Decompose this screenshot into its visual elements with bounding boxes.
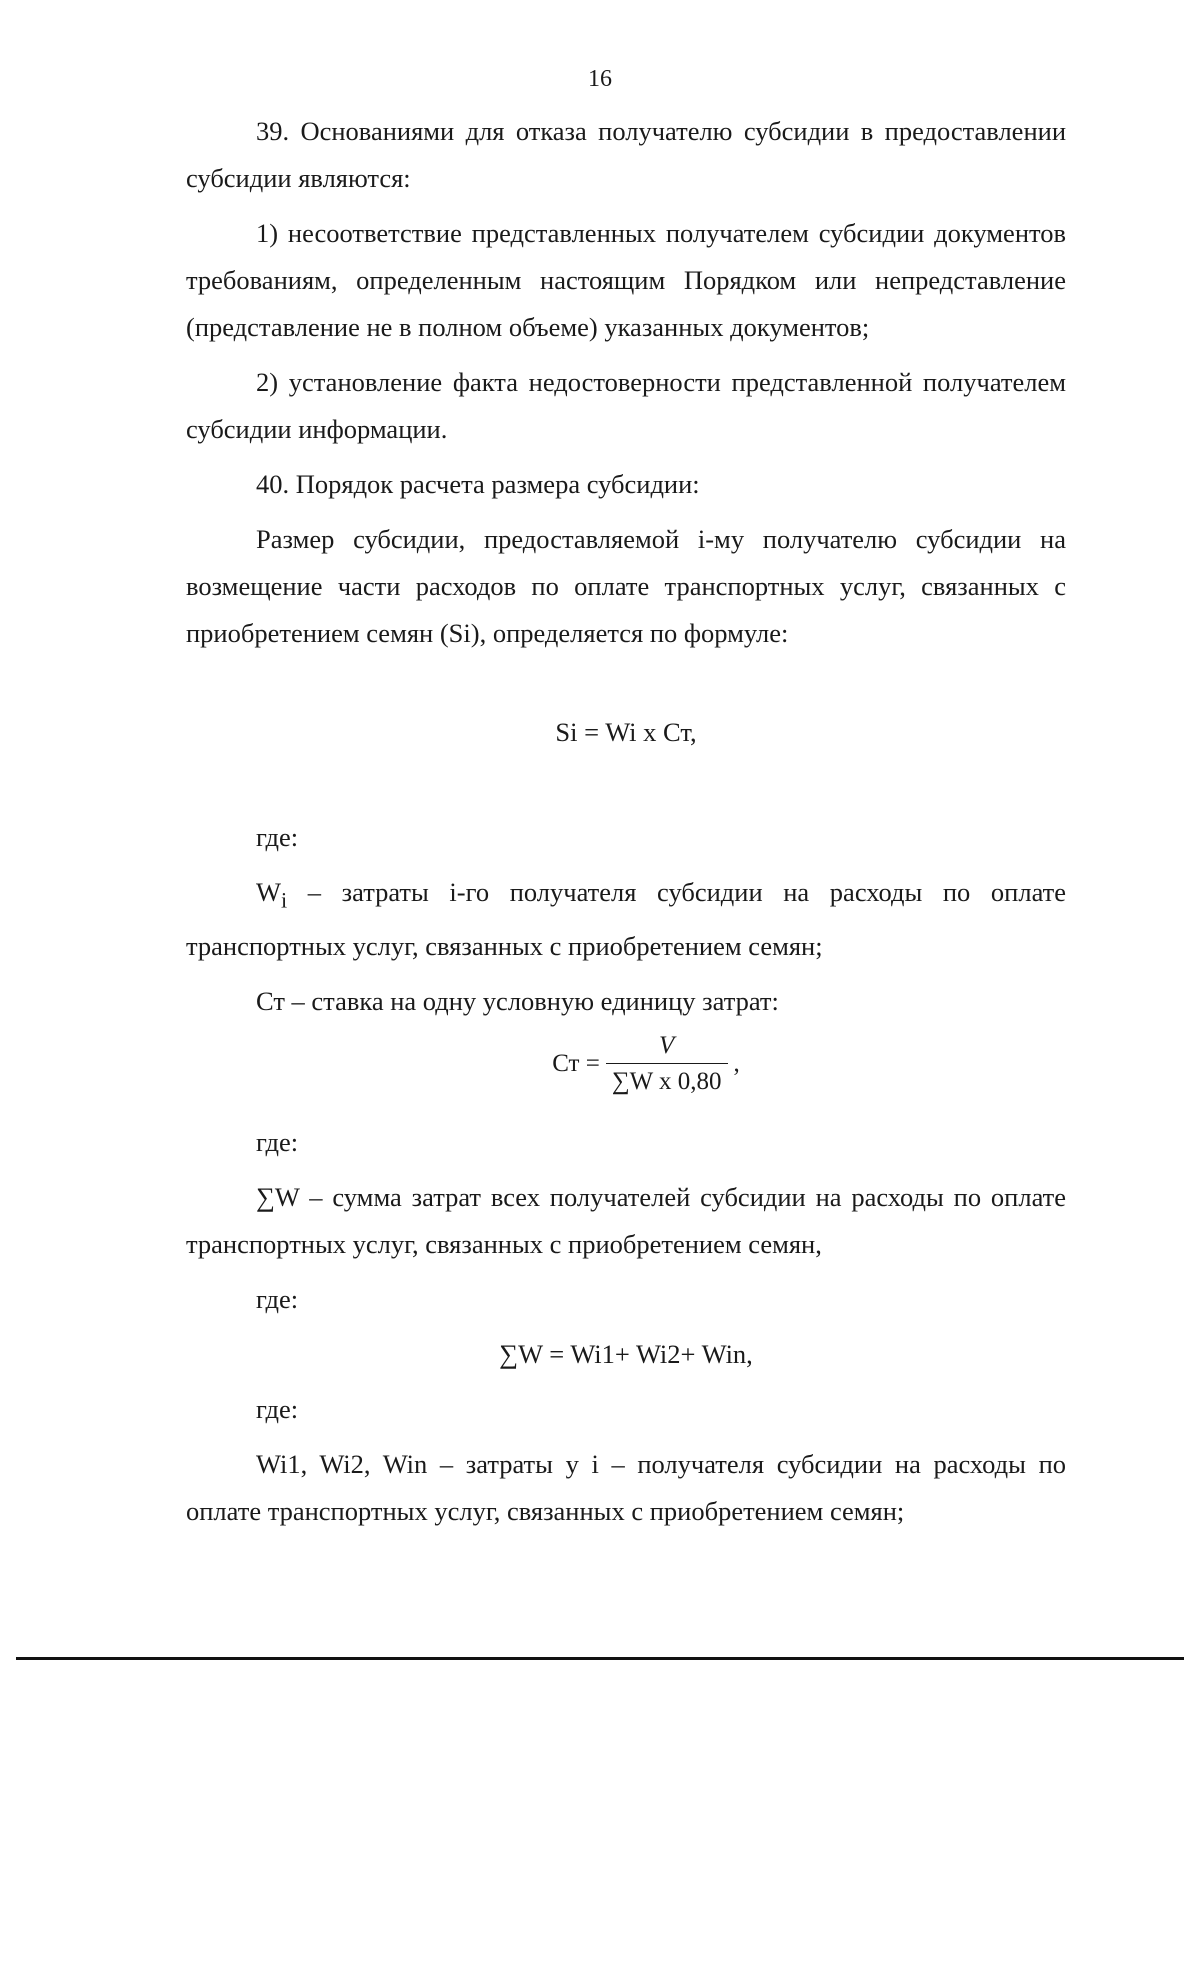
bottom-rule bbox=[16, 1657, 1184, 1660]
ct-formula-trail: , bbox=[733, 1050, 740, 1078]
paragraph-40: 40. Порядок расчета размера субсидии: bbox=[256, 469, 700, 499]
paragraph-39: 39. Основаниями для отказа получателю субсидии в предоставлении субсидии являются: bbox=[186, 116, 1066, 193]
ct-definition: Ст – ставка на одну условную единицу затрат: bbox=[256, 986, 779, 1017]
where-label-4: где: bbox=[256, 1394, 299, 1425]
paragraph-39-item-1: 1) несоответствие представленных получателем субсидии документов требованиям, определенным настоящим Порядком или непредставление (представление не в полном объеме) указанных документов; bbox=[186, 218, 1066, 342]
page-number: 16 bbox=[588, 66, 612, 92]
paragraph-40-text: Размер субсидии, предоставляемой i-му получателю субсидии на возмещение части расходов по оплате транспортных услуг, связанных с приобретением семян (Si), определяется по формуле: bbox=[186, 524, 1066, 648]
ct-denominator: ∑W x 0,80 bbox=[606, 1063, 728, 1097]
wi-definition bbox=[186, 869, 1066, 970]
where-label-3: где: bbox=[256, 1284, 299, 1315]
formula-sum-w: ∑W = Wi1+ Wi2+ Win, bbox=[499, 1339, 753, 1370]
wi-definition-text: – затраты i-го получателя субсидии на расходы по оплате транспортных услуг, связанных с приобретением семян; bbox=[186, 877, 1066, 962]
ct-formula bbox=[186, 1031, 1066, 1097]
document-body bbox=[186, 108, 1066, 1543]
wi-symbol: W bbox=[256, 877, 282, 907]
wi-subscript: i bbox=[281, 887, 288, 913]
ct-numerator: V bbox=[659, 1032, 675, 1060]
formula-si: Si = Wi x Ст, bbox=[555, 717, 697, 747]
paragraph-39-item-2: 2) установление факта недостоверности представленной получателем субсидии информации. bbox=[186, 367, 1066, 444]
ct-fraction bbox=[606, 1031, 728, 1097]
wi-list-definition: Wi1, Wi2, Win – затраты у i – получателя субсидии на расходы по оплате транспортных услуг, связанных с приобретением семян; bbox=[186, 1449, 1066, 1527]
ct-formula-lhs: Ст = bbox=[552, 1050, 600, 1078]
where-label-2: где: bbox=[256, 1127, 299, 1158]
where-label: где: bbox=[256, 822, 299, 852]
sum-w-definition: ∑W – сумма затрат всех получателей субсидии на расходы по оплате транспортных услуг, связанных с приобретением семян, bbox=[186, 1182, 1066, 1260]
